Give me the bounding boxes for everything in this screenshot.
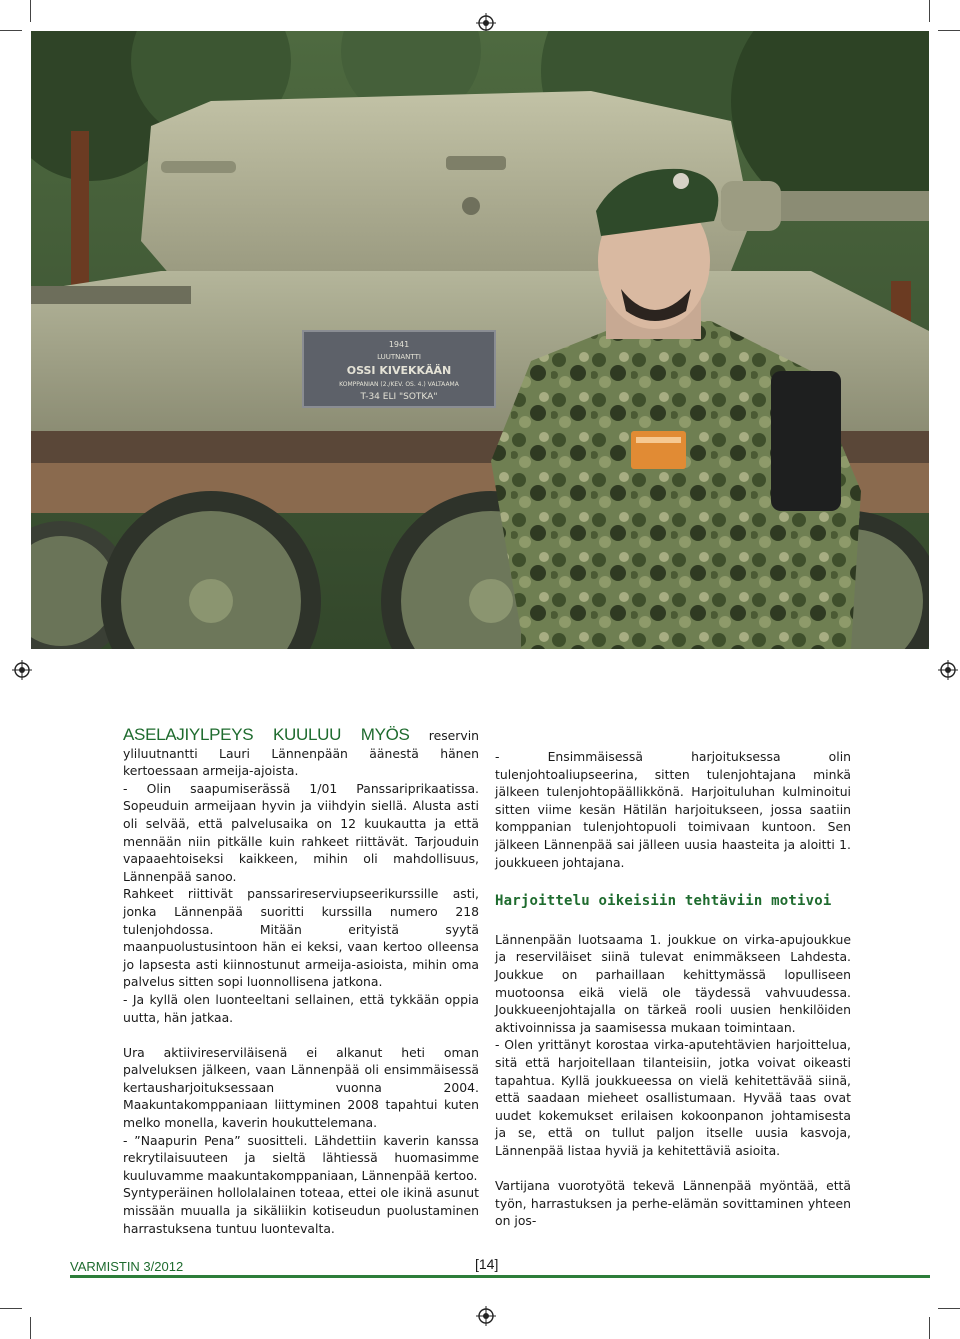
crop-mark: [929, 1317, 930, 1339]
article-kicker: ASELAJIYLPEYS KUULUU MYÖS: [123, 725, 410, 744]
lead-paragraph: [123, 726, 479, 780]
registration-mark-icon: [476, 1306, 496, 1326]
body-paragraph: Syntyperäinen hollolalainen toteaa, ettei ole ikinä asunut missään muualla ja sikäliikin kotiseudun puolustaminen harrastuksena tuntuu luontevalta.: [123, 1185, 479, 1236]
plaque-model: T-34 ELI "SOTKA": [360, 392, 438, 402]
crop-mark: [938, 1308, 960, 1309]
magazine-issue: VARMISTIN 3/2012: [70, 1259, 184, 1274]
body-paragraph: - ”Naapurin Pena” suositteli. Lähdettiin kaverin kanssa rekrytilaisuuteen ja sieltä lähtiessä huomasimme kuuluvamme maakuntakomppaniaan, Lännenpää kertoo.: [123, 1132, 479, 1183]
body-paragraph: - Olin saapumiserässä 1/01 Panssariprikaatissa. Sopeuduin armeijaan hyvin ja viihdyin siellä. Alusta asti oli selvää, että palvelusaika on 12 kuukautta ja että mennään niin pitkälle kuin rahkeet riittävät. Tarjouduin vapaaehtoiseksi kaikkeen, mihin oli mahdollisuus, Lännenpää sanoo.: [123, 780, 479, 884]
plaque-rank: LUUTNANTTI: [377, 353, 421, 361]
photo-illustration: [31, 31, 929, 649]
body-paragraph: - Ensimmäisessä harjoituksessa olin tulenjohtoaliupseerina, sitten tulenjohtajana minkä jälkeen tulenjohtopäällikkönä. Harjoituluhan kulminoitui sitten viime kesän Hätilän harjoitukseen, jossa saatiin komppanian tulenjohtopuoli toimivaan kuntoon. Sen jälkeen Lännenpää sai jälleen uusia haasteita ja aloitti 1. joukkueen johtajana.: [495, 749, 851, 870]
registration-mark-icon: [938, 660, 958, 680]
body-paragraph: - Ja kyllä olen luonteeltani sellainen, että tykkään oppia uutta, hän jatkaa.: [123, 991, 479, 1025]
crop-mark: [0, 1308, 22, 1309]
registration-mark-icon: [12, 660, 32, 680]
body-paragraph: Lännenpään luotsaama 1. joukkue on virka-apujoukkue ja reserviläiset siinä tulevat enimmäkseen Lahdesta. Joukkue on parhaillaan kehittymässä lopulliseen muotoonsa eikä vielä ole täydessä vahvuudessa. Joukkueenjohtajalla on tärkeä rooli uusien henkilöiden aktivoinnissa ja saamisessa mukaan toimintaan.: [495, 931, 851, 1035]
crop-mark: [0, 30, 22, 31]
plaque-name: OSSI KIVEKKÄÄN: [346, 364, 452, 377]
crop-mark: [30, 1317, 31, 1339]
lead-text: reservin yliluutnantti Lauri Lännenpään äänestä hänen kertoessaan armeija-ajoista.: [123, 728, 480, 779]
section-subheading: Harjoittelu oikeisiin tehtäviin motivoi: [495, 893, 832, 910]
page-number: [14]: [475, 1256, 499, 1272]
plaque-unit: KOMPPANIAN (2./KEV. OS. 4.) VALTAAMA: [339, 381, 459, 388]
crop-mark: [30, 0, 31, 22]
body-paragraph: Vartijana vuorotyötä tekevä Lännenpää myöntää, että työn, harrastuksen ja perhe-elämän sovittaminen yhteen on jos-: [495, 1178, 851, 1229]
crop-mark: [938, 30, 960, 31]
body-paragraph: Rahkeet riittivät panssarireserviupseerikurssille asti, jonka Lännenpää suoritti kurssilla numero 218 tulenjohdossa. Mitään erityistä syytä maanpuolustusintoon hän ei keksi, vaan kertoo olleensa jo lapsesta asti kiinnostunut armeija-asioista, mihin oma palvelus sitten sopi luonnollisena jatkona.: [123, 886, 479, 990]
registration-mark-icon: [476, 13, 496, 33]
plaque-year: 1941: [388, 340, 410, 349]
crop-mark: [929, 0, 930, 22]
body-paragraph: - Olen yrittänyt korostaa virka-aputehtävien harjoittelua, sitä että harjoitellaan tilanteisiin, jotka voivat oikeasti tapahtua. Kyllä joukkueessa on vielä kehitettävää siinä, että saadaan mieheet osallistumaan. Hyvää taas ovat uudet kokemukset erilaisen kokoonpanon johtamisesta ja se, että on tullut paljon itselle uusia kasvoja, Lännenpää listaa hyviä ja kehitettäviä asioita.: [495, 1037, 851, 1158]
article-column-left: [123, 726, 479, 1237]
article-column-right: [495, 748, 851, 1230]
tank-photo: [31, 31, 929, 649]
footer-rule: [70, 1275, 930, 1278]
body-paragraph: Ura aktiivireserviläisenä ei alkanut heti oman palveluksen jälkeen, vaan Lännenpää oli ensimmäisessä kertausharjoituksessaan vuonna 2004. Maakuntakomppaniaan liittyminen 2008 tapahtui kuten melko monella, kaverin houkuttelemana.: [123, 1044, 479, 1131]
